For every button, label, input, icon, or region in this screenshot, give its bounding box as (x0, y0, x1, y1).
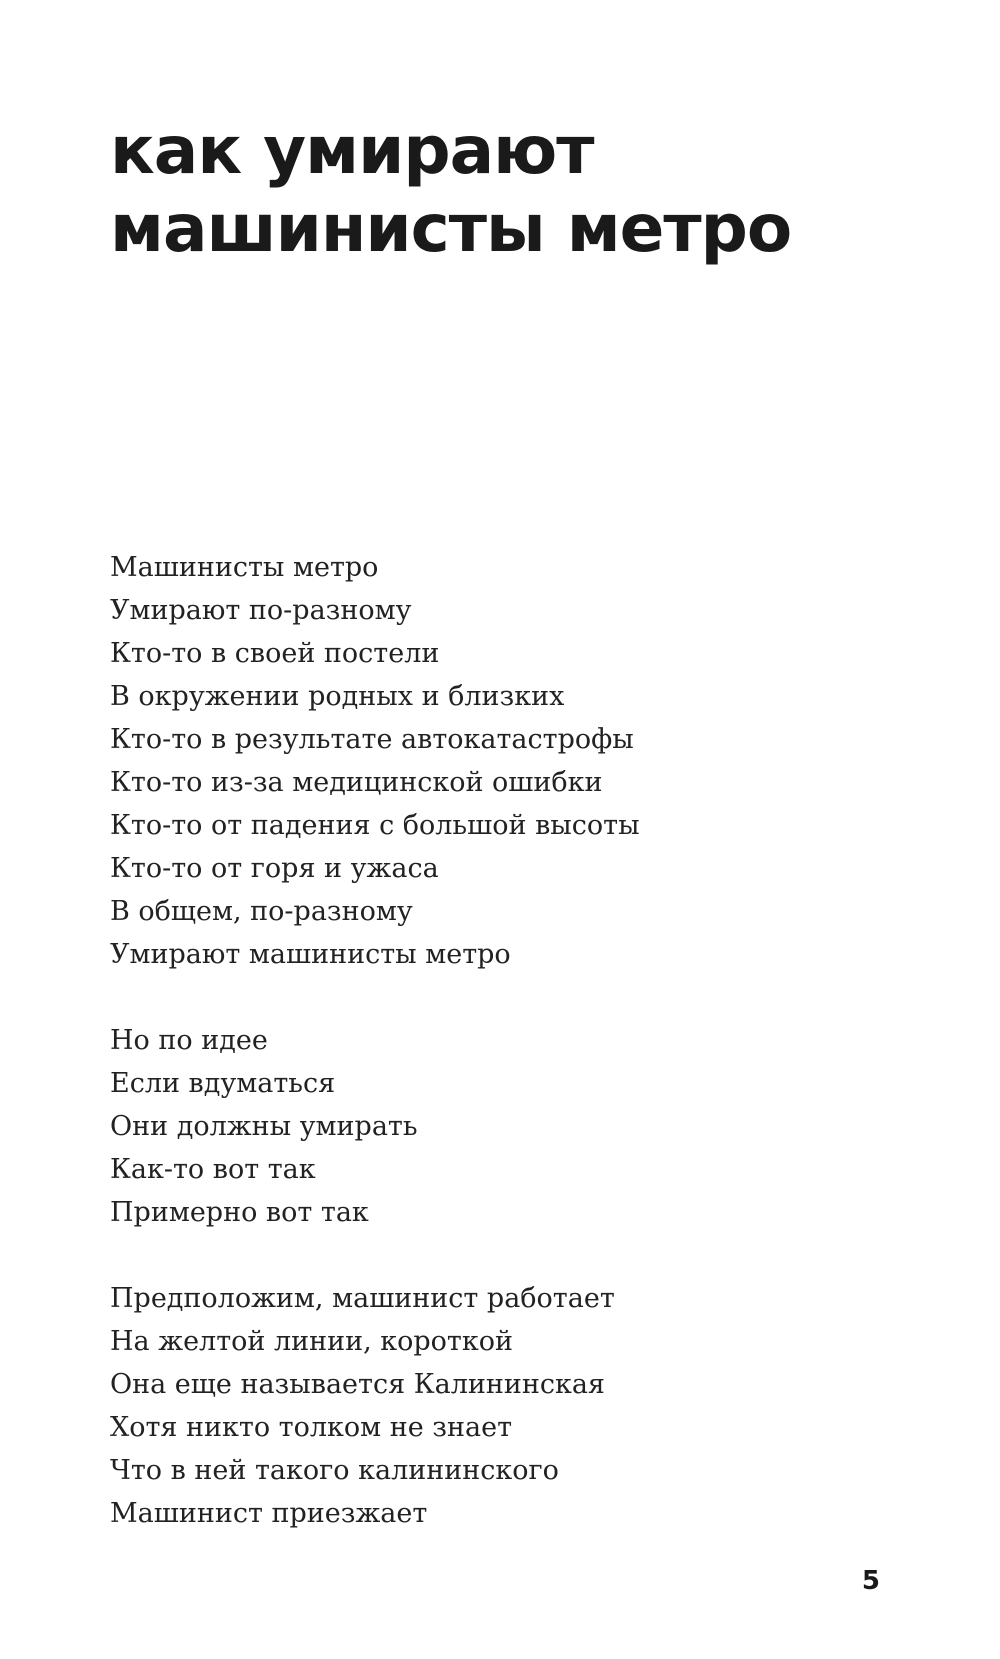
poem-line: Что в ней такого калининского (110, 1455, 559, 1486)
chapter-title-line-1: как умирают (110, 112, 594, 189)
chapter-title-line-2: машинисты метро (110, 190, 792, 267)
poem-line: Умирают по-разному (110, 595, 412, 626)
poem-line: В окружении родных и близких (110, 681, 565, 712)
poem-line: Хотя никто толком не знает (110, 1412, 513, 1443)
poem-line: Примерно вот так (110, 1197, 369, 1228)
poem-line: Как-то вот так (110, 1154, 316, 1185)
poem-line: Они должны умирать (110, 1111, 418, 1142)
poem-line: В общем, по-разному (110, 896, 413, 927)
poem-line: Машинисты метро (110, 552, 379, 583)
poem-line: Она еще называется Калининская (110, 1369, 605, 1400)
page-number: 5 (861, 1566, 880, 1596)
poem-body (110, 546, 930, 1535)
stanza-3 (110, 1277, 930, 1535)
poem-line: Кто-то в своей постели (110, 638, 440, 669)
poem-line: Но по идее (110, 1025, 268, 1056)
stanza-1 (110, 546, 930, 976)
poem-line: На желтой линии, короткой (110, 1326, 513, 1357)
poem-line: Умирают машинисты метро (110, 939, 511, 970)
poem-line: Машинист приезжает (110, 1498, 428, 1529)
poem-line: Предположим, машинист работает (110, 1283, 615, 1314)
poem-line: Кто-то от падения с большой высоты (110, 810, 640, 841)
poem-line: Кто-то из-за медицинской ошибки (110, 767, 603, 798)
poem-line: Если вдуматься (110, 1068, 336, 1099)
chapter-title (110, 112, 791, 268)
poem-line: Кто-то от горя и ужаса (110, 853, 439, 884)
poem-line: Кто-то в результате автокатастрофы (110, 724, 634, 755)
stanza-2 (110, 1019, 930, 1234)
